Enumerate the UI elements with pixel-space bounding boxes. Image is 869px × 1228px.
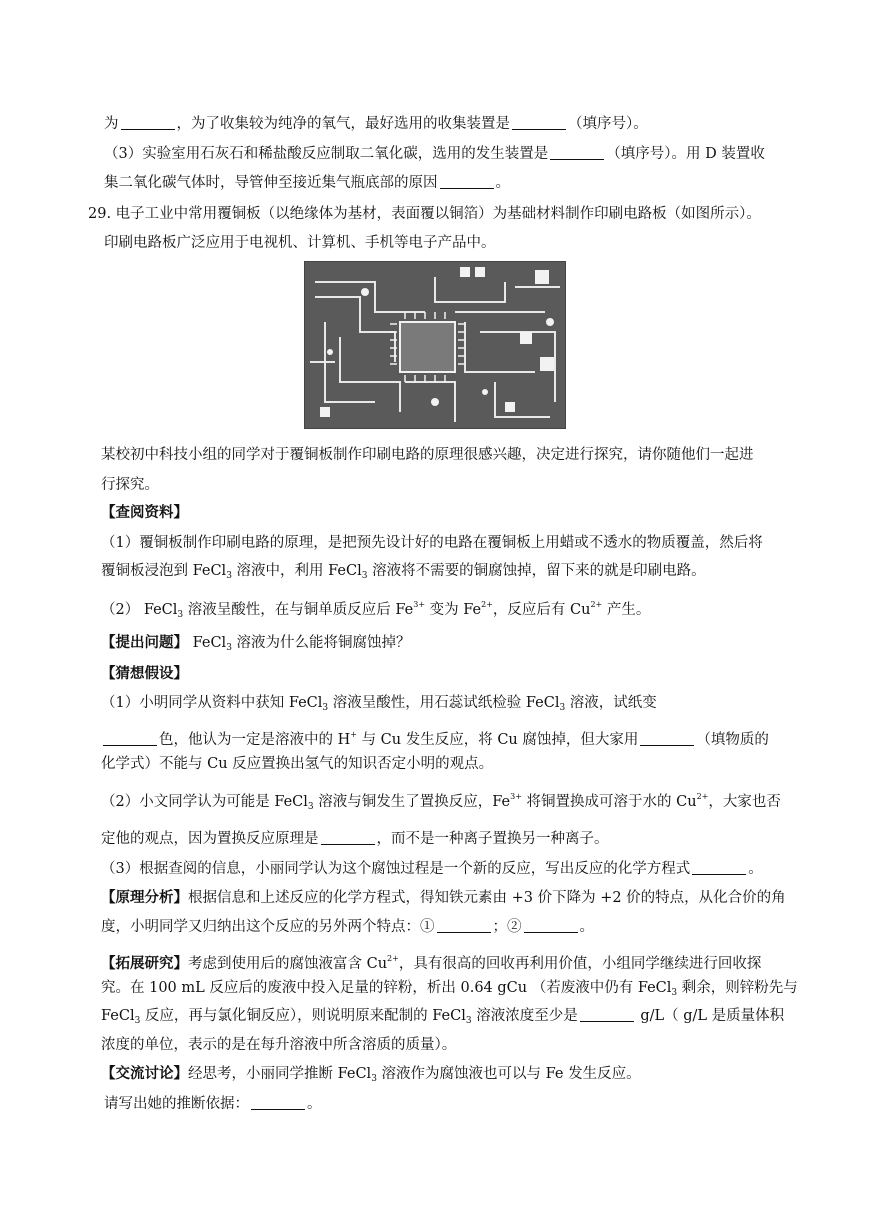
text: FeCl xyxy=(188,635,227,651)
answer-blank[interactable] xyxy=(121,114,175,130)
subscript: 3 xyxy=(134,1016,141,1026)
superscript: 2+ xyxy=(696,792,709,801)
text: ，为了收集较为纯净的氧气，最好选用的收集装置是 xyxy=(176,116,510,132)
section-reference: 【查阅资料】 xyxy=(101,504,188,521)
analysis-line-2 xyxy=(101,917,594,937)
text: 根据信息和上述反应的化学方程式，得知铁元素由 +3 价下降为 +2 价的特点，从化合价的角 xyxy=(188,890,786,906)
text: 溶液为什么能将铜腐蚀掉？ xyxy=(231,635,411,651)
extension-line-3 xyxy=(101,1006,784,1031)
text: 请写出她的推断依据： xyxy=(104,1096,249,1112)
ref-1-line-1: （1）覆铜板制作印刷电路的原理，是把预先设计好的电路在覆铜板上用蜡或不透水的物质覆盖，然后将 xyxy=(101,535,763,551)
answer-blank[interactable] xyxy=(103,730,157,746)
superscript: 2+ xyxy=(590,600,603,609)
answer-blank[interactable] xyxy=(580,1006,634,1022)
answer-blank[interactable] xyxy=(251,1094,305,1110)
subscript: 3 xyxy=(226,571,232,581)
text: 。 xyxy=(307,1096,322,1112)
subscript: 3 xyxy=(361,571,368,581)
text: （2） FeCl xyxy=(101,602,178,618)
hyp-2-line-2 xyxy=(101,829,609,849)
discussion-line-1 xyxy=(101,1064,641,1089)
subscript: 3 xyxy=(322,703,329,713)
text: 溶液与铜发生了置换反应，Fe xyxy=(313,794,511,810)
q29-intro-1: 29. 电子工业中常用覆铜板（以绝缘体为基材，表面覆以铜箔）为基础材料制作印刷电路板（如图所示）。 xyxy=(88,206,761,222)
q28-line-1 xyxy=(104,114,648,134)
text: 溶液作为腐蚀液也可以与 Fe 发生反应。 xyxy=(376,1066,641,1082)
section-analysis: 【原理分析】 xyxy=(101,889,188,906)
superscript: + xyxy=(350,730,357,739)
text: 反应，再与氯化铜反应），则说明原来配制的 FeCl xyxy=(140,1008,466,1024)
ref-2-line xyxy=(101,595,650,625)
extension-line-4: 浓度的单位，表示的是在每升溶液中所含溶质的质量）。 xyxy=(101,1037,457,1053)
answer-blank[interactable] xyxy=(692,859,746,875)
answer-blank[interactable] xyxy=(440,173,494,189)
text: （填序号）。 xyxy=(568,116,648,132)
superscript: 3+ xyxy=(510,792,522,801)
text: （1）小明同学从资料中获知 FeCl xyxy=(101,695,323,711)
q29-intro-2: 印刷电路板广泛应用于电视机、计算机、手机等电子产品中。 xyxy=(104,235,496,251)
answer-blank[interactable] xyxy=(524,917,578,933)
text: g/L（ g/L 是质量体积 xyxy=(635,1008,785,1024)
text: 。 xyxy=(579,919,594,935)
text: 覆铜板浸泡到 FeCl xyxy=(101,563,227,579)
question-line xyxy=(101,633,411,658)
extension-line-2 xyxy=(101,978,798,1003)
text: 为 xyxy=(104,116,119,132)
pcb-icon xyxy=(305,262,565,428)
answer-blank[interactable] xyxy=(512,114,566,130)
hyp-3-line xyxy=(101,859,763,879)
text: 色，他认为一定是溶液中的 H xyxy=(159,732,351,748)
text: 溶液中，利用 FeCl xyxy=(231,563,362,579)
hyp-1-line-1 xyxy=(101,693,657,718)
q29-para-1: 某校初中科技小组的同学对于覆铜板制作印刷电路的原理很感兴趣，决定进行探究，请你随他们一起进 xyxy=(101,447,754,463)
answer-blank[interactable] xyxy=(321,829,375,845)
text: 考虑到使用后的腐蚀液富含 Cu xyxy=(188,956,388,972)
subscript: 3 xyxy=(465,1016,472,1026)
q28-line-3 xyxy=(104,173,510,193)
subscript: 3 xyxy=(371,1074,377,1084)
subscript: 3 xyxy=(559,703,566,713)
text: 溶液浓度至少是 xyxy=(471,1008,578,1024)
section-hypothesis: 【猜想假设】 xyxy=(101,665,188,682)
text: 集二氧化碳气体时，导管伸至接近集气瓶底部的原因 xyxy=(104,175,438,191)
text: 度，小明同学又归纳出这个反应的另外两个特点：① xyxy=(101,919,435,935)
superscript: 2+ xyxy=(387,954,399,963)
extension-line-1 xyxy=(101,949,761,974)
subscript: 3 xyxy=(307,802,314,812)
text: ，反应后有 Cu xyxy=(492,602,591,618)
printed-circuit-board-photo xyxy=(304,261,566,429)
answer-blank[interactable] xyxy=(437,917,491,933)
section-question: 【提出问题】 xyxy=(101,634,188,651)
analysis-line-1 xyxy=(101,888,786,908)
section-extension: 【拓展研究】 xyxy=(101,955,188,972)
ref-1-line-2 xyxy=(101,561,706,586)
text: 溶液，试纸变 xyxy=(565,695,657,711)
text: 究。在 100 mL 反应后的废液中投入足量的锌粉，析出 0.64 gCu （若废液中仍有 FeCl xyxy=(101,980,672,996)
text: （3）根据查阅的信息，小丽同学认为这个腐蚀过程是一个新的反应，写出反应的化学方程式 xyxy=(101,861,691,877)
text: 溶液呈酸性，用石蕊试纸检验 FeCl xyxy=(328,695,560,711)
text: 溶液呈酸性，在与铜单质反应后 Fe xyxy=(183,602,414,618)
text: 定他的观点，因为置换反应原理是 xyxy=(101,831,319,847)
text: （2）小文同学认为可能是 FeCl xyxy=(101,794,308,810)
subscript: 3 xyxy=(671,988,678,998)
hyp-1-line-3: 化学式）不能与 Cu 反应置换出氢气的知识否定小明的观点。 xyxy=(101,756,494,772)
text: （填序号）。用 D 装置收 xyxy=(606,146,765,162)
text: 剩余，则锌粉先与 xyxy=(677,980,798,996)
text: 。 xyxy=(748,861,763,877)
text: ，大家也否 xyxy=(708,794,781,810)
superscript: 3+ xyxy=(413,600,426,609)
text: ；② xyxy=(492,919,522,935)
hyp-2-line-1 xyxy=(101,787,781,817)
text: ，而不是一种离子置换另一种离子。 xyxy=(376,831,609,847)
superscript: 2+ xyxy=(481,600,493,609)
hyp-1-line-2 xyxy=(101,725,769,750)
text: 与 Cu 发生反应，将 Cu 腐蚀掉，但大家用 xyxy=(356,732,639,748)
text: （3）实验室用石灰石和稀盐酸反应制取二氧化碳，选用的发生装置是 xyxy=(104,146,549,162)
text: 溶液将不需要的铜腐蚀掉，留下来的就是印刷电路。 xyxy=(367,563,706,579)
subscript: 3 xyxy=(177,610,184,620)
answer-blank[interactable] xyxy=(550,144,604,160)
discussion-line-2 xyxy=(104,1094,322,1114)
text: 将铜置换成可溶于水的 Cu xyxy=(521,794,697,810)
q28-line-2 xyxy=(104,144,765,164)
text: 。 xyxy=(495,175,510,191)
subscript: 3 xyxy=(226,643,232,653)
answer-blank[interactable] xyxy=(640,730,694,746)
q29-para-2: 行探究。 xyxy=(101,477,159,493)
text: FeCl xyxy=(101,1008,135,1024)
text: （填物质的 xyxy=(696,732,769,748)
text: 变为 Fe xyxy=(425,602,482,618)
text: ，具有很高的回收再利用价值，小组同学继续进行回收探 xyxy=(398,956,762,972)
text: 经思考，小丽同学推断 FeCl xyxy=(188,1066,372,1082)
section-discussion: 【交流讨论】 xyxy=(101,1065,188,1082)
text: 产生。 xyxy=(602,602,651,618)
